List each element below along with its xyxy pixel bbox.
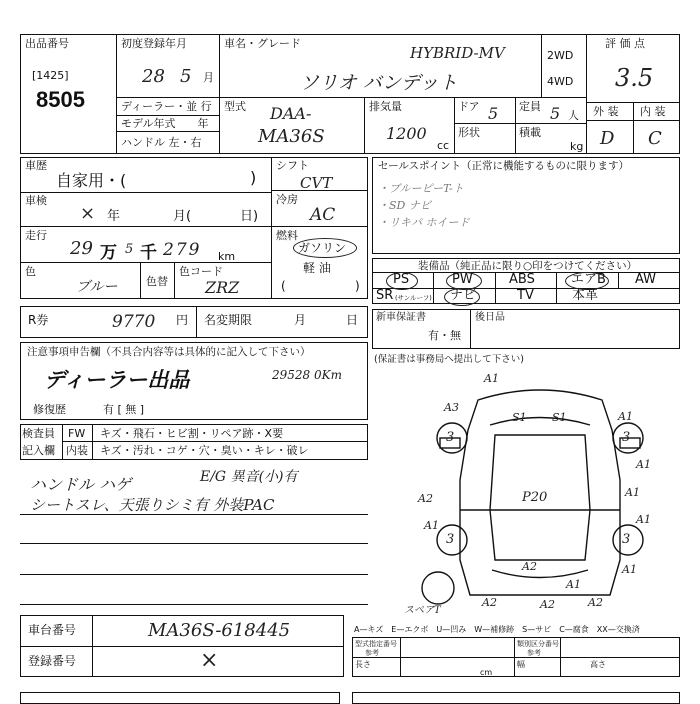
lot-number: 8505	[36, 87, 85, 112]
equipment-title: 装備品（純正品に限り○印をつけてください）	[418, 260, 638, 272]
drive-4wd: 4WD	[547, 75, 574, 88]
divider	[495, 272, 496, 304]
chassis-label: 車台番号	[28, 623, 77, 637]
divider	[556, 272, 557, 304]
history-close: )	[250, 168, 257, 187]
interior-entry-label: 内装	[66, 444, 88, 457]
inspect-value: ×	[80, 203, 96, 224]
divider	[352, 657, 680, 658]
circle-mark	[444, 288, 480, 306]
new-car-label: 新車保証書	[376, 312, 426, 323]
divider	[454, 97, 455, 154]
damage-legend: A—キズ E—エクボ U—凹み W—補修跡 S—サビ C—腐食 XX—交換済	[354, 625, 640, 634]
colorcode-label: 色コード	[179, 265, 223, 278]
equip-sr-sub: (サンルーフ)	[395, 294, 432, 302]
color-label: 色	[25, 265, 36, 278]
r-unit: 円	[176, 313, 189, 327]
name-change-day: 日	[346, 313, 359, 327]
divider	[174, 262, 175, 299]
mileage-10k-unit: 万	[100, 243, 117, 263]
loadcap-unit: kg	[570, 140, 584, 153]
inspect-label: 車検	[25, 194, 47, 207]
tyre-mark: 3	[446, 430, 455, 445]
notes-title: 注意事項申告欄（不具合内容等は具体的に記入して下さい）	[27, 346, 311, 358]
divider	[20, 226, 271, 227]
divider	[116, 115, 219, 116]
divider	[219, 34, 220, 154]
divider	[20, 646, 344, 647]
circle-mark	[565, 272, 609, 290]
legend-cm: cm	[480, 668, 493, 677]
divider	[20, 192, 271, 193]
sales-point-2: ・SD ナビ	[378, 199, 431, 212]
shape-label: 形状	[458, 126, 480, 139]
divider	[586, 34, 587, 154]
ac-label: 冷房	[276, 193, 298, 206]
carname-label: 車名・グレード	[224, 37, 301, 50]
equip-tv: TV	[517, 288, 534, 303]
mileage-unit: km	[218, 250, 236, 263]
divider	[92, 424, 93, 460]
equip-ps: PS	[393, 272, 410, 287]
handwritten-note-2: シートスレ、天張りシミ有 外装PAC	[30, 496, 275, 514]
damage-mark: A1	[618, 410, 633, 423]
equip-navi: ナビ	[450, 288, 477, 303]
inspect-year: 年	[107, 209, 121, 224]
divider	[196, 306, 197, 338]
reg-month-unit: 月	[203, 71, 214, 84]
warranty-note: (保証書は事務局へ提出して下さい)	[374, 354, 524, 365]
tyre-spare	[422, 572, 454, 604]
sales-point-3: ・リキパ ホイード	[378, 216, 470, 229]
divider	[20, 574, 368, 575]
tyre-mark: 3	[446, 532, 455, 547]
tyre-mark: 3	[622, 532, 631, 547]
exterior-label: 外 装	[593, 105, 619, 118]
legend-cell-1a: 型式指定番号	[355, 640, 397, 648]
displacement-label: 排気量	[369, 100, 402, 113]
notes-mileage: 29528 0Km	[272, 368, 342, 382]
divider	[116, 34, 117, 154]
mileage-1k: 5	[125, 242, 134, 257]
damage-mark: A1	[424, 519, 439, 532]
damage-mark: A3	[444, 401, 459, 414]
damage-mark: A1	[625, 486, 640, 499]
divider	[400, 637, 401, 677]
divider	[62, 441, 368, 442]
mileage-rest: 279	[163, 240, 202, 260]
damage-mark: S1	[552, 411, 567, 424]
windshield	[490, 418, 590, 426]
divider	[140, 262, 141, 299]
bottom-box-left	[20, 692, 340, 704]
divider	[364, 97, 365, 154]
damage-mark: S1	[512, 411, 527, 424]
recycle-box	[20, 306, 368, 338]
fuel-light: 軽 油	[303, 261, 331, 275]
reg-number-value: ×	[200, 648, 219, 673]
mileage-1k-unit: 千	[140, 243, 157, 263]
spare-label: スペアT	[404, 605, 441, 616]
mileage-10k: 29	[70, 238, 93, 259]
loadcap-label: 積載	[519, 126, 541, 139]
doors-label: ドア	[458, 100, 480, 113]
after-label: 後日品	[475, 312, 505, 323]
type-value-1: DAA-	[270, 104, 312, 123]
exterior-value: D	[600, 128, 615, 149]
first-reg-label: 初度登録年月	[121, 37, 187, 50]
r-value: 9770	[112, 312, 156, 332]
fw-label: FW	[68, 427, 86, 440]
shift-label: シフト	[276, 159, 309, 172]
equip-pw: PW	[452, 272, 473, 287]
divider	[618, 272, 619, 288]
divider	[20, 604, 368, 605]
legend-len: 長さ	[355, 660, 371, 669]
legend-cell-1b: 参考	[365, 649, 379, 657]
equip-abs: ABS	[509, 272, 535, 287]
interior-value: C	[648, 128, 662, 149]
inspector-label: 検査員	[22, 427, 55, 440]
roof-mark: P20	[522, 490, 548, 505]
legend-height: 高さ	[590, 660, 606, 669]
type-value-2: MA36S	[258, 126, 325, 147]
shift-value: CVT	[300, 174, 333, 192]
reg-month: 5	[180, 66, 192, 87]
doors-value: 5	[488, 104, 499, 123]
colortone-label: 色替	[146, 275, 168, 288]
equip-airbag: エアB	[571, 272, 606, 287]
damage-mark: A2	[418, 492, 433, 505]
fuel-paren-close: )	[355, 279, 360, 293]
dealer-stamp: ディーラー出品	[44, 367, 190, 392]
handwritten-note-1: ハンドル ハゲ	[30, 475, 132, 494]
legend-cell-2b: 参考	[527, 649, 541, 657]
divider	[470, 309, 471, 349]
warranty-yes-no: 有・無	[428, 329, 461, 342]
ac-value: AC	[310, 205, 336, 225]
capacity-unit: 人	[568, 109, 579, 122]
damage-mark: A1	[636, 513, 651, 526]
lot-code: [1425]	[32, 69, 69, 82]
bottom-box-right	[352, 692, 680, 704]
fw-items: キズ・飛石・ヒビ割・リペア跡・X要	[100, 427, 284, 440]
divider	[62, 424, 63, 460]
capacity-label: 定員	[519, 100, 541, 113]
name-change-month: 月	[294, 313, 307, 327]
fuel-paren-open: (	[281, 279, 286, 293]
equip-aw: AW	[635, 272, 657, 287]
colorcode-value: ZRZ	[205, 278, 240, 297]
damage-mark: A2	[540, 598, 555, 611]
score-label: 評 価 点	[605, 37, 645, 50]
repair-value: 有 [ 無 ]	[103, 403, 145, 416]
handwritten-note-1b: E/G 異音(小)有	[200, 469, 298, 485]
name-change-label: 名変期限	[204, 313, 253, 327]
tyre-mark: 3	[622, 430, 631, 445]
sales-points-title: セールスポイント（正常に機能するものに限ります）	[378, 160, 630, 172]
reg-year: 28	[142, 66, 165, 87]
damage-mark: A1	[636, 458, 651, 471]
circle-mark	[386, 272, 418, 290]
model-year-label: モデル年式 年	[121, 117, 209, 130]
fuel-circle	[293, 238, 357, 258]
divider	[454, 123, 586, 124]
divider	[271, 157, 272, 299]
damage-mark: A1	[566, 578, 581, 591]
reg-number-label: 登録番号	[28, 654, 77, 668]
interior-label: 内 装	[640, 105, 666, 118]
divider	[433, 272, 434, 304]
repair-label: 修復歴	[33, 403, 66, 416]
inspect-month: 月(	[173, 209, 192, 224]
divider	[541, 34, 542, 97]
divider	[515, 97, 516, 154]
capacity-value: 5	[550, 104, 561, 123]
divider	[20, 514, 368, 515]
equip-leather: 本革	[572, 288, 599, 303]
entry-label: 記入欄	[22, 444, 55, 457]
score-value: 3.5	[615, 64, 654, 92]
divider	[271, 226, 368, 227]
dealer-label: ディーラー・並 行	[121, 100, 212, 113]
sales-point-1: ・ブルーピーT-ト	[378, 182, 464, 195]
color-value: ブルー	[76, 279, 118, 295]
divider	[116, 131, 219, 132]
type-label: 型式	[224, 100, 246, 113]
fuel-gas: ガソリン	[298, 241, 347, 255]
damage-mark: A2	[482, 596, 497, 609]
history-value: 自家用・(	[56, 171, 127, 190]
legend-width: 幅	[517, 660, 525, 669]
r-label: R券	[28, 313, 49, 327]
damage-mark: A1	[622, 563, 637, 576]
divider	[514, 637, 515, 677]
divider	[20, 543, 368, 544]
inspect-day: 日)	[240, 209, 259, 224]
equip-sr: SR	[376, 288, 394, 303]
displacement-value: 1200	[386, 124, 427, 143]
fuel-label: 燃料	[276, 229, 298, 242]
damage-mark: A2	[588, 596, 603, 609]
divider	[633, 102, 634, 154]
drive-2wd: 2WD	[547, 49, 574, 62]
legend-cell-2a: 類別区分番号	[517, 640, 559, 648]
interior-items: キズ・汚れ・コゲ・穴・臭い・キレ・破レ	[100, 444, 309, 457]
divider	[560, 637, 561, 677]
mileage-label: 走行	[25, 229, 47, 242]
damage-mark: A2	[522, 560, 537, 573]
handle-label: ハンドル 左・右	[121, 136, 202, 149]
damage-mark: A1	[484, 372, 499, 385]
carname: ソリオ バンデット	[300, 72, 458, 94]
lot-label: 出品番号	[25, 37, 69, 50]
chassis-value: MA36S-618445	[148, 620, 291, 641]
history-label: 車歴	[25, 159, 47, 172]
displacement-unit: cc	[437, 139, 450, 152]
grade: HYBRID-MV	[410, 44, 505, 62]
rear-window	[492, 570, 588, 578]
